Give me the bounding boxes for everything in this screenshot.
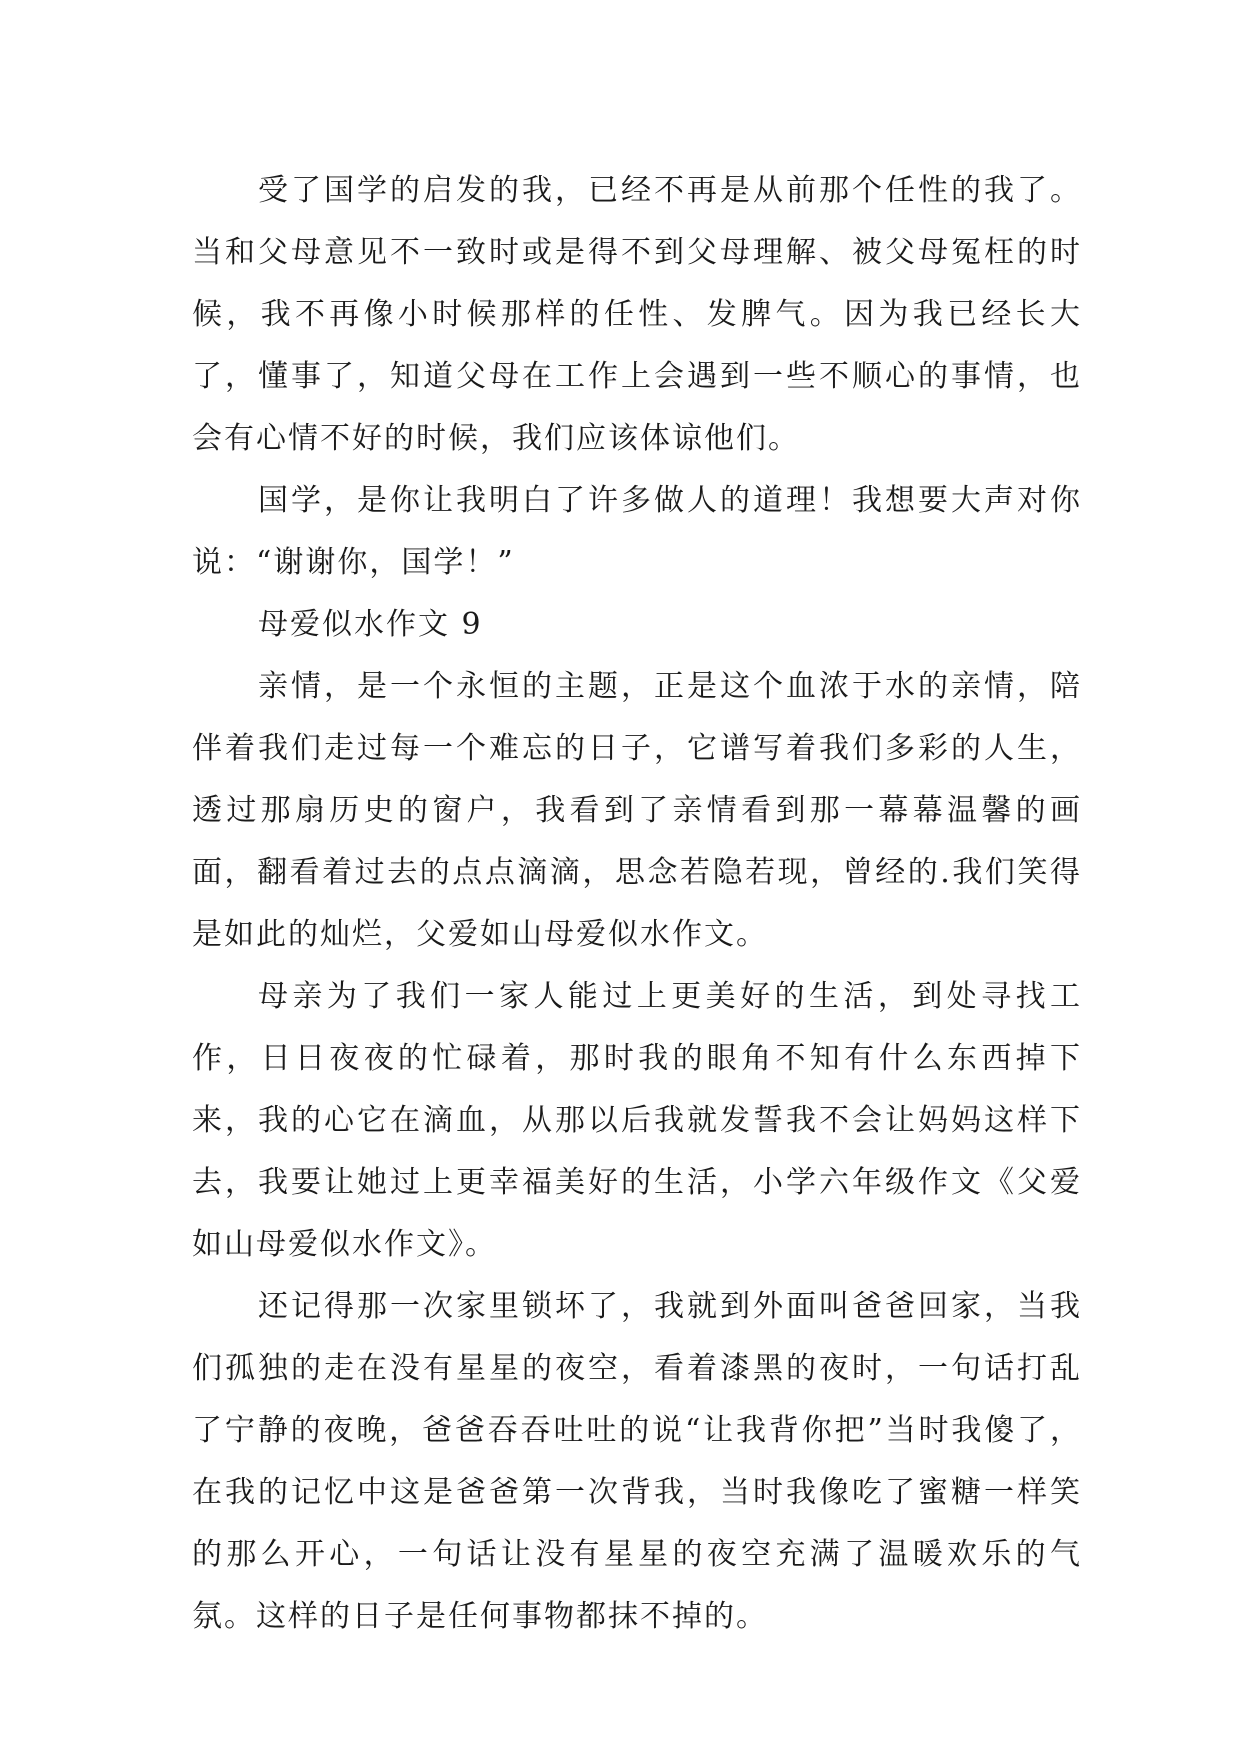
paragraph: 受了国学的启发的我，已经不再是从前那个任性的我了。当和父母意见不一致时或是得不到父母理解、被父母冤枉的时候，我不再像小时候那样的任性、发脾气。因为我已经长大了，懂事了，知道父母在工作上会遇到一些不顺心的事情，也会有心情不好的时候，我们应该体谅他们。 (192, 173, 1082, 456)
paragraph: 国学，是你让我明白了许多做人的道理！我想要大声对你说：“谢谢你，国学！” (192, 483, 1082, 580)
paragraph: 亲情，是一个永恒的主题，正是这个血浓于水的亲情，陪伴着我们走过每一个难忘的日子，它谱写着我们多彩的人生，透过那扇历史的窗户，我看到了亲情看到那一幕幕温馨的画面，翻看着过去的点点滴滴，思念若隐若现，曾经的.我们笑得是如此的灿烂，父爱如山母爱似水作文。 (192, 669, 1082, 952)
paragraph: 母亲为了我们一家人能过上更美好的生活，到处寻找工作，日日夜夜的忙碌着，那时我的眼角不知有什么东西掉下来，我的心它在滴血，从那以后我就发誓我不会让妈妈这样下去，我要让她过上更幸福美好的生活，小学六年级作文《父爱如山母爱似水作文》。 (192, 979, 1082, 1262)
paragraph: 还记得那一次家里锁坏了，我就到外面叫爸爸回家，当我们孤独的走在没有星星的夜空，看着漆黑的夜时，一句话打乱了宁静的夜晚，爸爸吞吞吐吐的说“让我背你把”当时我傻了，在我的记忆中这是爸爸第一次背我，当时我像吃了蜜糖一样笑的那么开心，一句话让没有星星的夜空充满了温暖欢乐的气氛。这样的日子是任何事物都抹不掉的。 (192, 1289, 1082, 1634)
section-title: 母爱似水作文 9 (258, 607, 483, 642)
document-body (192, 160, 1082, 1648)
